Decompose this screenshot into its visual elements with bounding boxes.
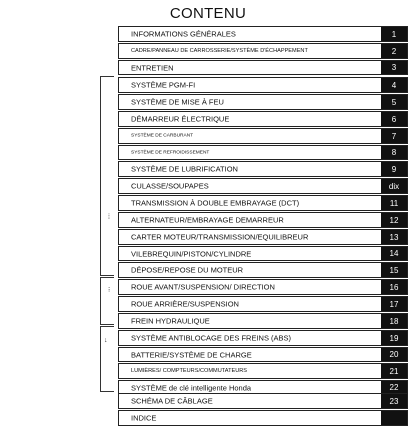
toc-number: 17 [381,297,407,311]
toc-row[interactable] [118,363,408,379]
toc-row[interactable] [118,393,408,409]
toc-number: 23 [381,394,407,408]
toc-number: 8 [381,146,407,159]
toc-row[interactable] [118,347,408,362]
toc-row[interactable] [118,279,408,295]
toc-label: INDICE [131,413,157,423]
toc-row[interactable] [118,212,408,228]
toc-number: 2 [381,44,407,58]
toc-label: CARTER MOTEUR/TRANSMISSION/EQUILIBREUR [131,232,309,242]
toc-label: VILEBREQUIN/PISTON/CYLINDRE [131,249,252,258]
toc-row[interactable] [118,296,408,312]
bracket-electrical-mark: ↓ [104,337,108,344]
toc-label: FREIN HYDRAULIQUE [131,316,210,326]
bracket-engine [100,76,114,276]
toc-row[interactable] [118,94,408,110]
toc-label: ENTRETIEN [131,63,174,72]
toc-number: 5 [381,95,407,109]
toc-number: 20 [381,348,407,361]
toc-number: 6 [381,112,407,126]
toc-label: TRANSMISSION À DOUBLE EMBRAYAGE (DCT) [131,198,300,208]
toc-row[interactable] [118,26,408,42]
toc-label: SYSTÈME DE REFROIDISSEMENT [131,150,210,155]
toc-number: 9 [381,162,407,176]
toc-row[interactable] [118,43,408,59]
toc-row[interactable] [118,313,408,329]
toc-number: 16 [381,280,407,294]
toc-row[interactable] [118,128,408,144]
toc-label: ROUE AVANT/SUSPENSION/ DIRECTION [131,282,275,292]
toc-row[interactable] [118,330,408,346]
toc-label: LUMIÈRES/ COMPTEURS/COMMUTATEURS [131,368,248,374]
toc-number: 13 [381,230,407,244]
page-title: CONTENU [169,5,247,22]
toc-row[interactable] [118,195,408,211]
toc-row[interactable] [118,161,408,177]
toc-label: DÉPOSE/REPOSE DU MOTEUR [131,265,244,275]
toc-label: ALTERNATEUR/EMBRAYAGE DEMARREUR [131,215,284,225]
toc-number: 14 [381,247,407,260]
toc-row[interactable] [118,262,408,278]
toc-label: SYSTÈME DE LUBRIFICATION [131,164,238,174]
toc-label: DÉMARREUR ÉLECTRIQUE [131,114,230,124]
toc-row[interactable] [118,145,408,160]
toc-number: 1 [381,27,407,41]
toc-label: SYSTÈME ANTIBLOCAGE DES FREINS (ABS) [131,333,292,343]
bracket-engine-mark: ⁞ [108,214,110,221]
toc-row[interactable] [118,77,408,93]
bracket-chassis-mark: ⁝ [108,287,111,294]
toc-number: 7 [381,129,407,143]
toc-number: 3 [381,61,407,74]
toc-label: INFORMATIONS GÉNÉRALES [131,29,236,39]
toc-number: 4 [381,78,407,92]
toc-number: 18 [381,314,407,328]
toc-number: 22 [381,381,407,394]
toc-label: SYSTÈME DE MISE À FEU [131,97,224,107]
toc-row[interactable] [118,229,408,245]
toc-number: 15 [381,263,407,277]
toc-number: 21 [381,364,407,378]
toc-label: ROUE ARRIÈRE/SUSPENSION [131,299,239,309]
toc-row[interactable] [118,246,408,261]
toc-label: SYSTÈME PGM-FI [131,80,196,90]
toc-row[interactable] [118,178,408,194]
toc-label: CADRE/PANNEAU DE CARROSSERIE/SYSTÈME D'ÉCHAPPEMENT [131,48,308,54]
toc-label: SYSTÈME de clé intelligente Honda [131,383,252,392]
toc-number [381,411,407,425]
toc-label: BATTERIE/SYSTÈME DE CHARGE [131,350,252,359]
toc-row[interactable] [118,410,408,426]
toc-label: SCHÉMA DE CÂBLAGE [131,396,213,406]
toc-label: SYSTÈME DE CARBURANT [131,133,194,139]
toc-number: 12 [381,213,407,227]
toc-row[interactable] [118,60,408,75]
bracket-chassis [100,277,114,325]
toc-row[interactable] [118,111,408,127]
toc-number: 19 [381,331,407,345]
toc-label: CULASSE/SOUPAPES [131,181,209,191]
toc-number: 11 [381,196,407,210]
bracket-electrical [100,326,114,392]
toc-number: dix [381,179,407,193]
